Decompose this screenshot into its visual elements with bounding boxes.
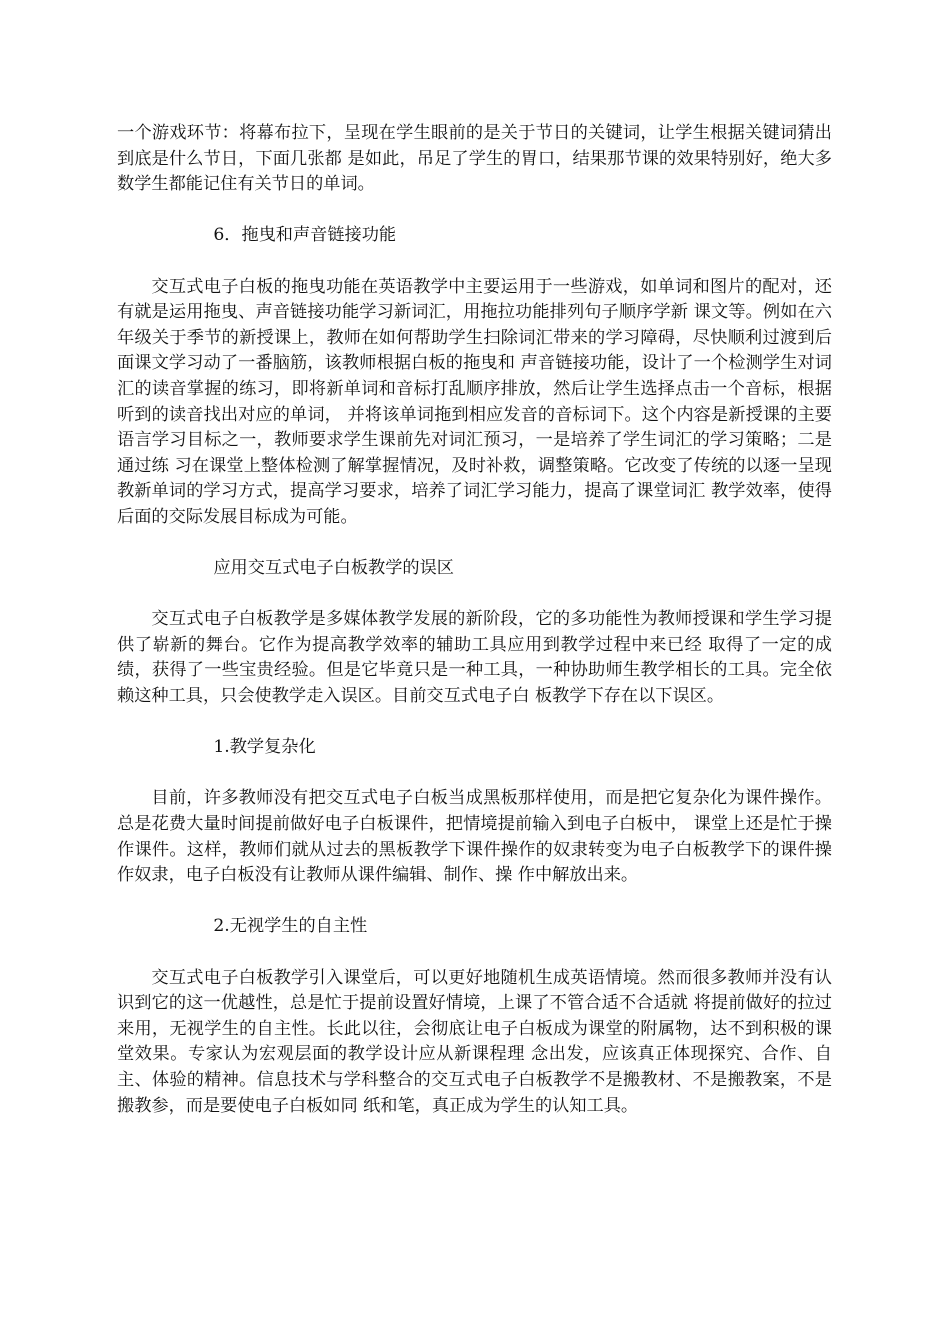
section-heading-autonomy: 2.无视学生的自主性 <box>213 916 368 937</box>
section-heading-misconceptions: 应用交互式电子白板教学的误区 <box>213 558 454 579</box>
paragraph-misconceptions-intro: 交互式电子白板教学是多媒体教学发展的新阶段，它的多功能性为教师授课和学生学习提供了崭新的舞台。它作为提高教学效率的辅助工具应用到教学过程中来已经 取得了一定的成绩，获得了一些宝贵经验。但是它毕竟只是一种工具，一种协助师生教学相长的工具。完全依赖这种工具，只会使教学走入误区。目前交互式电子白 板教学下存在以下误区。 <box>117 609 832 707</box>
paragraph-game-segment: 一个游戏环节：将幕布拉下，呈现在学生眼前的是关于节日的关键词，让学生根据关键词猜出到底是什么节日，下面几张都 是如此，吊足了学生的胃口，结果那节课的效果特别好，绝大多数学生都能记住有关节日的单词。 <box>117 123 832 195</box>
paragraph-autonomy: 交互式电子白板教学引入课堂后，可以更好地随机生成英语情境。然而很多教师并没有认识到它的这一优越性，总是忙于提前设置好情境，上课了不管合适不合适就 将提前做好的拉过来用，无视学生的自主性。长此以往，会彻底让电子白板成为课堂的附属物，达不到积极的课堂效果。专家认为宏观层面的教学设计应从新课程理 念出发，应该真正体现探究、合作、自主、体验的精神。信息技术与学科整合的交互式电子白板教学不是搬教材、不是搬教案，不是搬教参，而是要使电子白板如同 纸和笔，真正成为学生的认知工具。 <box>117 967 832 1116</box>
paragraph-drag-function: 交互式电子白板的拖曳功能在英语教学中主要运用于一些游戏，如单词和图片的配对，还有就是运用拖曳、声音链接功能学习新词汇，用拖拉功能排列句子顺序学新 课文等。例如在六年级关于季节的新授课上，教师在如何帮助学生扫除词汇带来的学习障碍，尽快顺利过渡到后面课文学习动了一番脑筋，该教师根据白板的拖曳和 声音链接功能，设计了一个检测学生对词汇的读音掌握的练习，即将新单词和音标打乱顺序排放，然后让学生选择点击一个音标，根据听到的读音找出对应的单词， 并将该单词拖到相应发音的音标词下。这个内容是新授课的主要语言学习目标之一，教师要求学生课前先对词汇预习，一是培养了学生词汇的学习策略；二是通过练 习在课堂上整体检测了解掌握情况，及时补救，调整策略。它改变了传统的以逐一呈现教新单词的学习方式，提高学习要求，培养了词汇学习能力，提高了课堂词汇 教学效率，使得后面的交际发展目标成为可能。 <box>117 276 832 527</box>
section-heading-complexity: 1.教学复杂化 <box>213 737 316 758</box>
document-body <box>117 121 832 1145</box>
paragraph-complexity: 目前，许多教师没有把交互式电子白板当成黑板那样使用，而是把它复杂化为课件操作。总是花费大量时间提前做好电子白板课件，把情境提前输入到电子白板中， 课堂上还是忙于操作课件。这样，教师们就从过去的黑板教学下课件操作的奴隶转变为电子白板教学下的课件操作奴隶，电子白板没有让教师从课件编辑、制作、操 作中解放出来。 <box>117 788 832 886</box>
section-heading-drag-sound: 6．拖曳和声音链接功能 <box>213 225 397 246</box>
